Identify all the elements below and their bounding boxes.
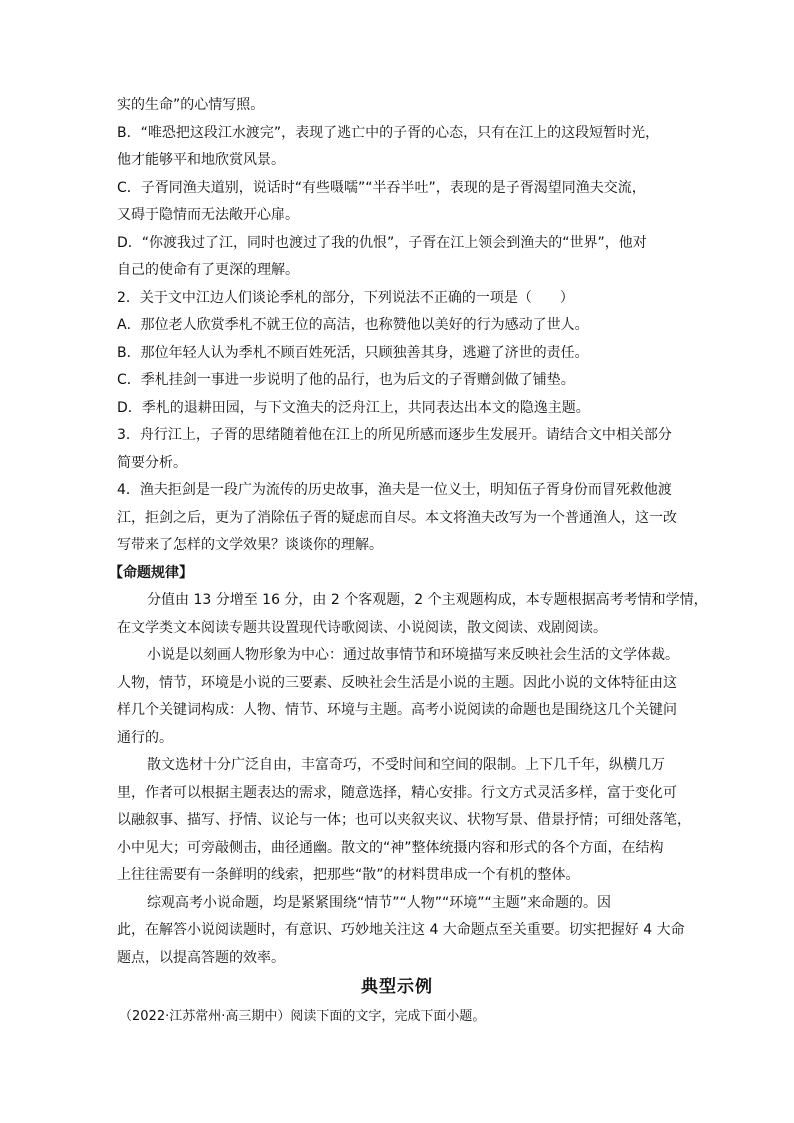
rules-heading: 【命题规律】 bbox=[109, 564, 193, 581]
paragraph-first-line: 分值由 13 分增至 16 分，由 2 个客观题，2 个主观题构成，本专题根据高考考情和学情， bbox=[147, 592, 708, 608]
text-line: 江，拒剑之后，更为了消除伍子胥的疑虑而自尽。本文将渔夫改写为一个普通渔人，这一改 bbox=[117, 509, 677, 526]
text-line: 实的生命”的心情写照。 bbox=[117, 97, 265, 113]
text-line: 写带来了怎样的文学效果？谈谈你的理解。 bbox=[117, 537, 383, 553]
text-line: 自己的使命有了更深的理解。 bbox=[117, 262, 299, 278]
paragraph bbox=[117, 642, 677, 752]
paragraph-line: 此，在解答小说阅读题时，有意识、巧妙地关注这 4 大命题点至关重要。切实把握好 4 大命 bbox=[117, 922, 685, 938]
text-line: 他才能够平和地欣赏风景。 bbox=[117, 152, 285, 168]
paragraph-line: 以融叙事、描写、抒情、议论与一体；也可以夹叙夹议、状物写景、借景抒情；可细处落笔， bbox=[117, 812, 691, 828]
paragraph-line: 通行的。 bbox=[117, 729, 173, 746]
source-line: （2022·江苏常州·高三期中）阅读下面的文字，完成下面小题。 bbox=[119, 1009, 486, 1024]
text-line: 3．舟行江上，子胥的思绪随着他在江上的所见所感而逐步生发展开。请结合文中相关部分 bbox=[117, 427, 672, 443]
rules-paragraphs bbox=[117, 587, 708, 972]
document-page bbox=[109, 92, 708, 1032]
text-line: 又碍于隐情而无法敞开心扉。 bbox=[117, 207, 299, 223]
text-line: 4．渔夫拒剑是一段广为流传的历史故事，渔夫是一位义士，明知伍子胥身份而冒死救他渡 bbox=[117, 482, 672, 498]
text-line: D．“你渡我过了江，同时也渡过了我的仇恨”，子胥在江上领会到渔夫的“世界”，他对 bbox=[117, 234, 647, 251]
paragraph-line: 小中见大；可旁敲侧击，曲径通幽。散文的“神”整体统摄内容和形式的各个方面，在结构 bbox=[117, 839, 664, 856]
paragraph-line: 人物，情节，环境是小说的三要素、反映社会生活是小说的主题。因此小说的文体特征由这 bbox=[117, 674, 677, 691]
paragraph-first-line: 综观高考小说命题，均是紧紧围绕“情节”“人物”“环境”“主题”来命题的。因 bbox=[147, 894, 612, 911]
text-line: D．季札的退耕田园，与下文渔夫的泛舟江上，共同表达出本文的隐逸主题。 bbox=[117, 399, 590, 416]
paragraph bbox=[117, 890, 685, 973]
section-title: 典型示例 bbox=[361, 977, 433, 997]
text-line: C．子胥同渔夫道别，说话时“有些嗫嚅”“半吞半吐”，表现的是子胥渴望同渔夫交流， bbox=[117, 179, 646, 196]
question-options-block bbox=[117, 92, 677, 560]
text-line: B．“唯恐把这段江水渡完”，表现了逃亡中的子胥的心态，只有在江上的这段短暂时光， bbox=[117, 124, 660, 141]
paragraph bbox=[117, 752, 691, 890]
paragraph bbox=[117, 587, 708, 642]
text-line: A．那位老人欣赏季札不就王位的高洁，也称赞他以美好的行为感动了世人。 bbox=[117, 317, 589, 333]
paragraph-line: 上往往需要有一条鲜明的线索，把那些“散”的材料贯串成一个有机的整体。 bbox=[117, 867, 580, 883]
paragraph-first-line: 小说是以刻画人物形象为中心：通过故事情节和环境描写来反映社会生活的文学体裁。 bbox=[147, 647, 679, 663]
text-line: C．季札挂剑一事进一步说明了他的品行，也为后文的子胥赠剑做了铺垫。 bbox=[117, 372, 575, 388]
paragraph-line: 在文学类文本阅读专题共设置现代诗歌阅读、小说阅读，散文阅读、戏剧阅读。 bbox=[117, 619, 607, 636]
text-line: 简要分析。 bbox=[117, 454, 187, 471]
text-line: 2．关于文中江边人们谈论季札的部分，下列说法不正确的一项是（ ） bbox=[117, 289, 574, 306]
paragraph-first-line: 散文选材十分广泛自由，丰富奇巧，不受时间和空间的限制。上下几千年，纵横几万 bbox=[147, 757, 665, 773]
paragraph-line: 样几个关键词构成：人物、情节、环境与主题。高考小说阅读的命题也是围绕这几个关键问 bbox=[117, 702, 677, 718]
paragraph-line: 题点，以提高答题的效率。 bbox=[117, 949, 285, 966]
paragraph-line: 里，作者可以根据主题表达的需求，随意选择，精心安排。行文方式灵活多样，富于变化可 bbox=[117, 784, 677, 801]
text-line: B．那位年轻人认为季札不顾百姓死活，只顾独善其身，逃避了济世的责任。 bbox=[117, 344, 589, 361]
